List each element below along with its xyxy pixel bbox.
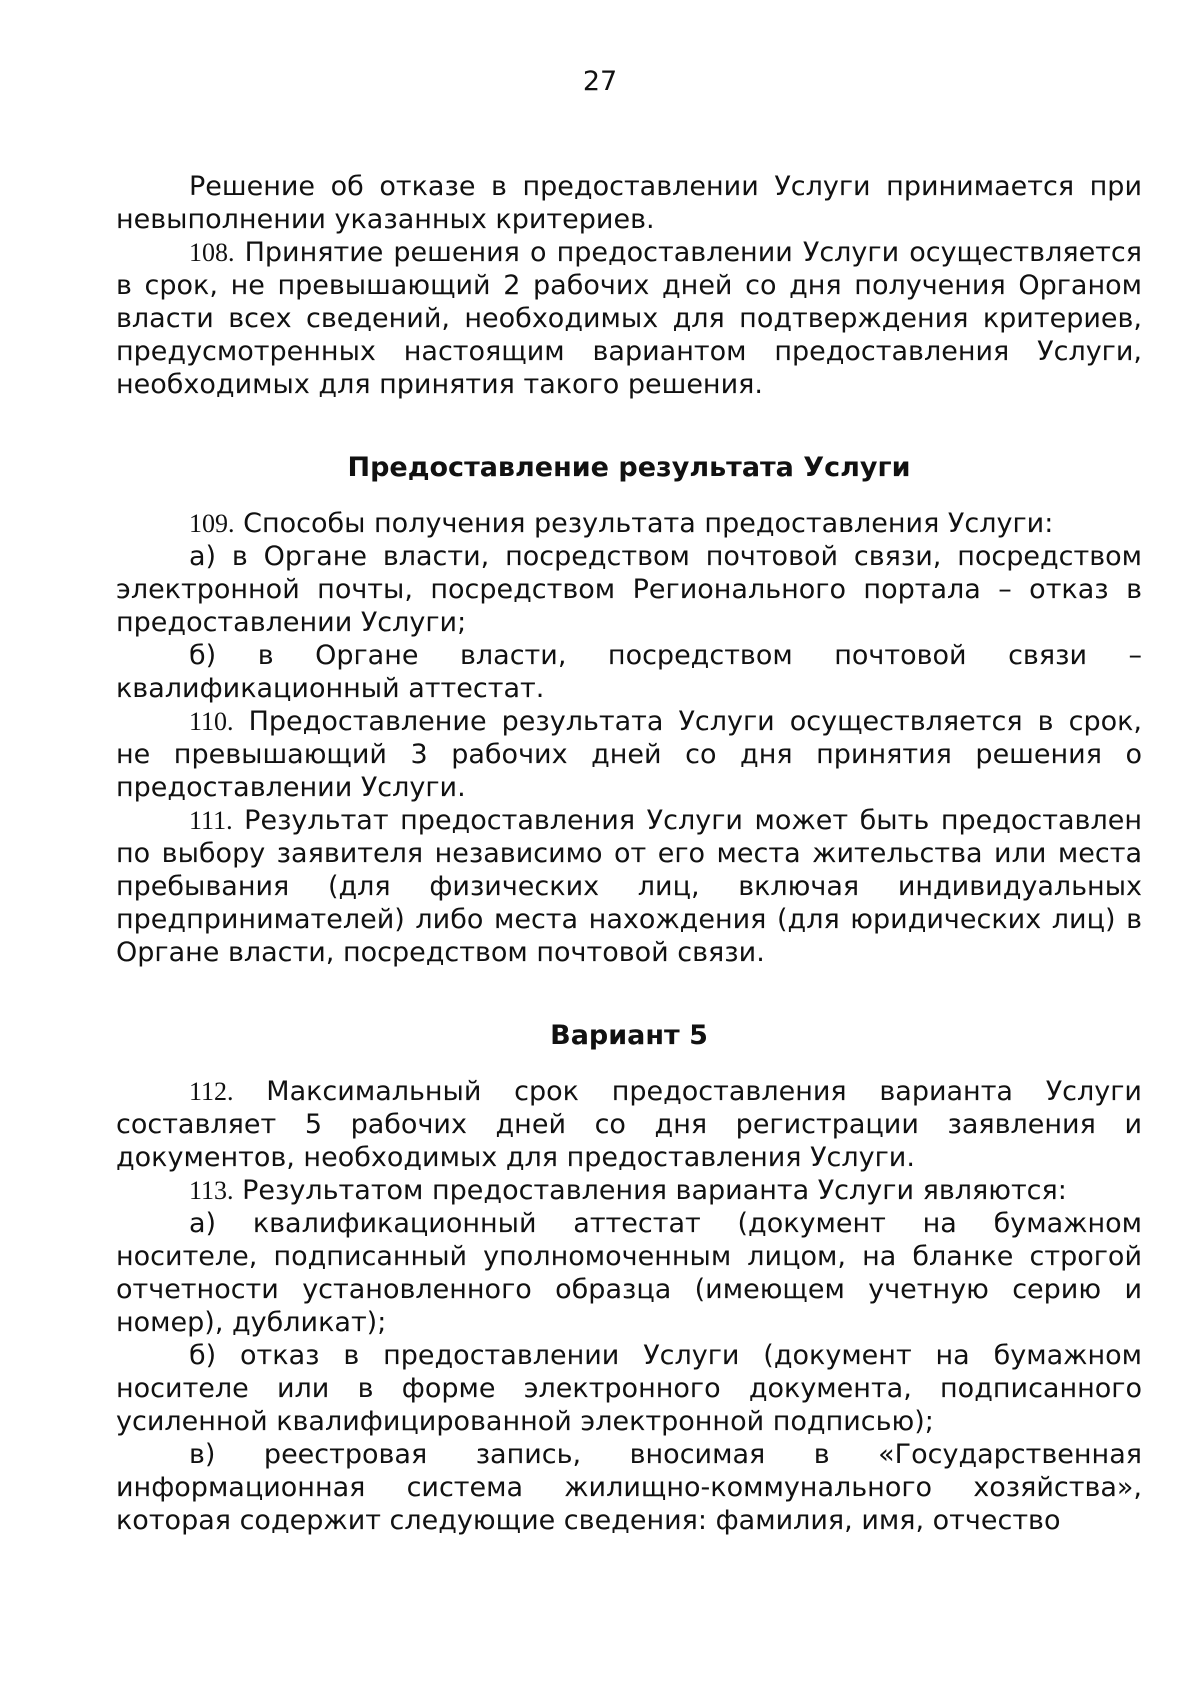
paragraph <box>116 1207 1142 1339</box>
paragraph-text: в) реестровая запись, вносимая в «Государственная информационная система жилищно-коммунального хозяйства», которая содержит следующие сведения: фамилия, имя, отчество <box>116 1439 1142 1536</box>
paragraph-text: а) квалификационный аттестат (документ на бумажном носителе, подписанный уполномоченным лицом, на бланке строгой отчетности установленного образца (имеющем учетную серию и номер), дубликат); <box>116 1208 1142 1338</box>
clause-number: 111. <box>189 806 233 835</box>
paragraph <box>116 236 1142 401</box>
paragraph-text: б) отказ в предоставлении Услуги (документ на бумажном носителе или в форме электронного документа, подписанного усиленной квалифицированной электронной подписью); <box>116 1340 1142 1437</box>
paragraph <box>116 170 1142 236</box>
paragraph-text: Результат предоставления Услуги может быть предоставлен по выбору заявителя независимо от его места жительства или места пребывания (для физических лиц, включая индивидуальных предпринимателей) либо места нахождения (для юридических лиц) в Органе власти, посредством почтовой связи. <box>116 805 1142 968</box>
clause-number: 109. <box>189 509 235 538</box>
paragraph <box>116 1174 1142 1207</box>
paragraph-text: Результатом предоставления варианта Услуги являются: <box>242 1175 1067 1206</box>
paragraph-text: Максимальный срок предоставления варианта Услуги составляет 5 рабочих дней со дня регистрации заявления и документов, необходимых для предоставления Услуги. <box>116 1076 1142 1173</box>
paragraph-text: Принятие решения о предоставлении Услуги осуществляется в срок, не превышающий 2 рабочих дней со дня получения Органом власти всех сведений, необходимых для подтверждения критериев, предусмотренных настоящим вариантом предоставления Услуги, необходимых для принятия такого решения. <box>116 237 1142 400</box>
paragraph <box>116 639 1142 705</box>
section-heading: Вариант 5 <box>550 1020 708 1051</box>
page-number: 27 <box>582 66 618 97</box>
paragraph-text: Предоставление результата Услуги осуществляется в срок, не превышающий 3 рабочих дней со дня принятия решения о предоставлении Услуги. <box>116 706 1142 803</box>
paragraph-text: б) в Органе власти, посредством почтовой связи – квалификационный аттестат. <box>116 640 1142 704</box>
paragraph-text: Решение об отказе в предоставлении Услуги принимается при невыполнении указанных критериев. <box>116 171 1142 235</box>
paragraph <box>116 1339 1142 1438</box>
clause-number: 113. <box>189 1176 234 1205</box>
clause-number: 108. <box>189 238 235 267</box>
clause-number: 110. <box>189 707 234 736</box>
paragraph-text: Способы получения результата предоставления Услуги: <box>243 508 1054 539</box>
paragraph <box>116 705 1142 804</box>
paragraph <box>116 804 1142 969</box>
paragraph <box>116 1438 1142 1537</box>
paragraph <box>116 540 1142 639</box>
paragraph-text: а) в Органе власти, посредством почтовой связи, посредством электронной почты, посредством Регионального портала – отказ в предоставлении Услуги; <box>116 541 1142 638</box>
document-body <box>116 170 1142 1537</box>
clause-number: 112. <box>189 1077 234 1106</box>
paragraph <box>116 1075 1142 1174</box>
section-heading: Предоставление результата Услуги <box>347 452 911 483</box>
paragraph <box>116 507 1142 540</box>
